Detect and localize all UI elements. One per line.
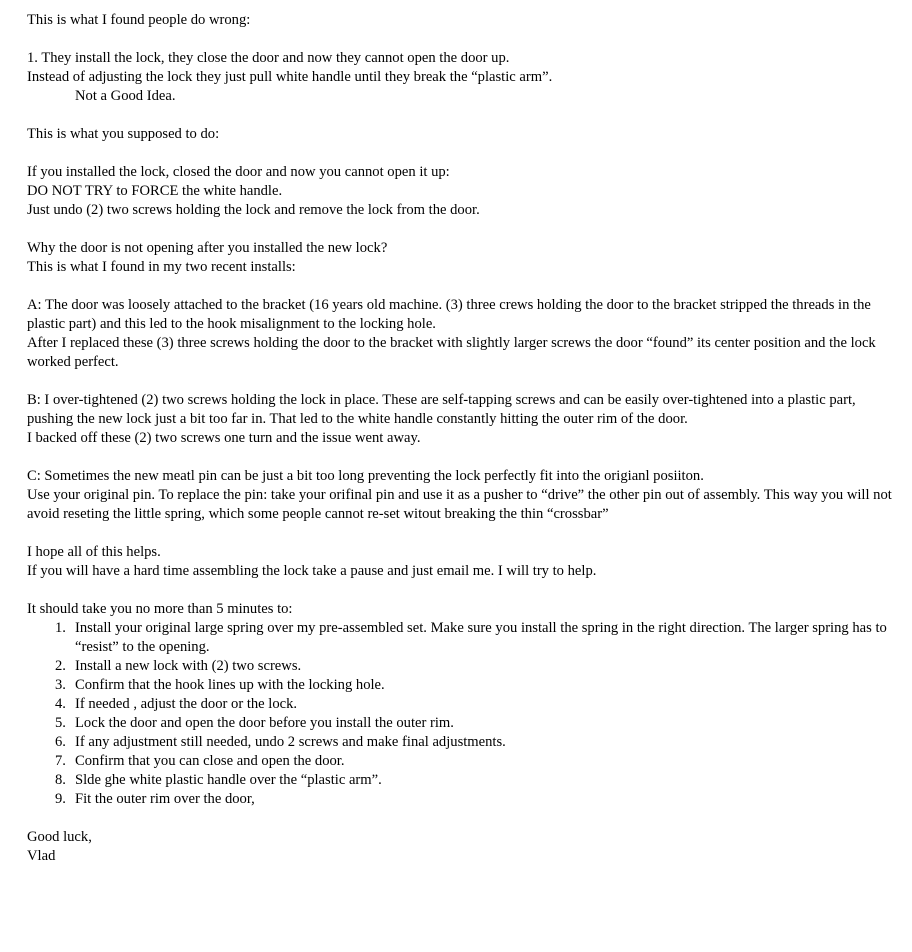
closing-email: If you will have a hard time assembling the lock take a pause and just email me. I will try to help. bbox=[27, 563, 597, 579]
intro-heading: This is what I found people do wrong: bbox=[27, 12, 251, 28]
step-text: Confirm that you can close and open the door. bbox=[75, 753, 345, 769]
supposed-line-2: DO NOT TRY to FORCE the white handle. bbox=[27, 183, 283, 199]
step-text: Install a new lock with (2) two screws. bbox=[75, 658, 302, 674]
signoff-luck: Good luck, bbox=[27, 829, 92, 845]
supposed-line-1: If you installed the lock, closed the door and now you cannot open it up: bbox=[27, 164, 450, 180]
step-text: Lock the door and open the door before you install the outer rim. bbox=[75, 715, 454, 731]
step-item bbox=[55, 733, 905, 752]
step-item bbox=[55, 714, 905, 733]
supposed-line-3: Just undo (2) two screws holding the lock and remove the lock from the door. bbox=[27, 202, 480, 218]
closing-hope: I hope all of this helps. bbox=[27, 544, 161, 560]
blank-line bbox=[27, 809, 905, 828]
step-item bbox=[55, 657, 905, 676]
step-item bbox=[55, 619, 905, 657]
step-number: 6. bbox=[55, 734, 66, 750]
blank-line bbox=[27, 448, 905, 467]
mistake-note: Not a Good Idea. bbox=[75, 88, 176, 104]
finding-a: A: The door was loosely attached to the bracket (16 years old machine. (3) three crews holding the door to the bracket stripped the threads in the plastic part) and this led to the hook misalignment to the locking hole. bbox=[27, 297, 871, 332]
mistake-item-1-detail: Instead of adjusting the lock they just pull white handle until they break the “plastic arm”. bbox=[27, 69, 553, 85]
blank-line bbox=[27, 220, 905, 239]
step-text: If needed , adjust the door or the lock. bbox=[75, 696, 298, 712]
why-question: Why the door is not opening after you installed the new lock? bbox=[27, 240, 388, 256]
step-number: 8. bbox=[55, 772, 66, 788]
steps-heading: It should take you no more than 5 minutes to: bbox=[27, 601, 293, 617]
step-item bbox=[55, 752, 905, 771]
step-text: If any adjustment still needed, undo 2 screws and make final adjustments. bbox=[75, 734, 506, 750]
step-item bbox=[55, 771, 905, 790]
step-number: 5. bbox=[55, 715, 66, 731]
document-body bbox=[27, 11, 905, 866]
blank-line bbox=[27, 277, 905, 296]
step-item bbox=[55, 676, 905, 695]
signoff-name: Vlad bbox=[27, 848, 56, 864]
step-item bbox=[55, 695, 905, 714]
finding-a-fix: After I replaced these (3) three screws holding the door to the bracket with slightly larger screws the door “found” its center position and the lock worked perfect. bbox=[27, 335, 876, 370]
step-number: 7. bbox=[55, 753, 66, 769]
step-number: 9. bbox=[55, 791, 66, 807]
why-found: This is what I found in my two recent installs: bbox=[27, 259, 296, 275]
step-text: Confirm that the hook lines up with the locking hole. bbox=[75, 677, 385, 693]
finding-b: B: I over-tightened (2) two screws holding the lock in place. These are self-tapping screws and can be easily over-tightened into a plastic part, pushing the new lock just a bit too far in. That led to the white handle constantly hitting the outer rim of the door. bbox=[27, 392, 856, 427]
mistake-item-1: 1. They install the lock, they close the door and now they cannot open the door up. bbox=[27, 50, 510, 66]
blank-line bbox=[27, 524, 905, 543]
step-number: 1. bbox=[55, 620, 66, 636]
supposed-heading: This is what you supposed to do: bbox=[27, 126, 220, 142]
finding-c-fix: Use your original pin. To replace the pin: take your orifinal pin and use it as a pusher to “drive” the other pin out of assembly. This way you will not avoid reseting the little spring, which some people cannot re-set witout breaking the thin “crossbar” bbox=[27, 487, 892, 522]
blank-line bbox=[27, 372, 905, 391]
step-text: Slde ghe white plastic handle over the “plastic arm”. bbox=[75, 772, 382, 788]
finding-b-fix: I backed off these (2) two screws one turn and the issue went away. bbox=[27, 430, 421, 446]
steps-list bbox=[27, 619, 905, 809]
blank-line bbox=[27, 106, 905, 125]
step-text: Install your original large spring over my pre-assembled set. Make sure you install the spring in the right direction. The larger spring has to “resist” to the opening. bbox=[75, 620, 887, 655]
step-number: 2. bbox=[55, 658, 66, 674]
step-text: Fit the outer rim over the door, bbox=[75, 791, 255, 807]
step-item bbox=[55, 790, 905, 809]
blank-line bbox=[27, 581, 905, 600]
step-number: 3. bbox=[55, 677, 66, 693]
step-number: 4. bbox=[55, 696, 66, 712]
blank-line bbox=[27, 30, 905, 49]
finding-c: C: Sometimes the new meatl pin can be just a bit too long preventing the lock perfectly fit into the origianl posiiton. bbox=[27, 468, 704, 484]
blank-line bbox=[27, 144, 905, 163]
